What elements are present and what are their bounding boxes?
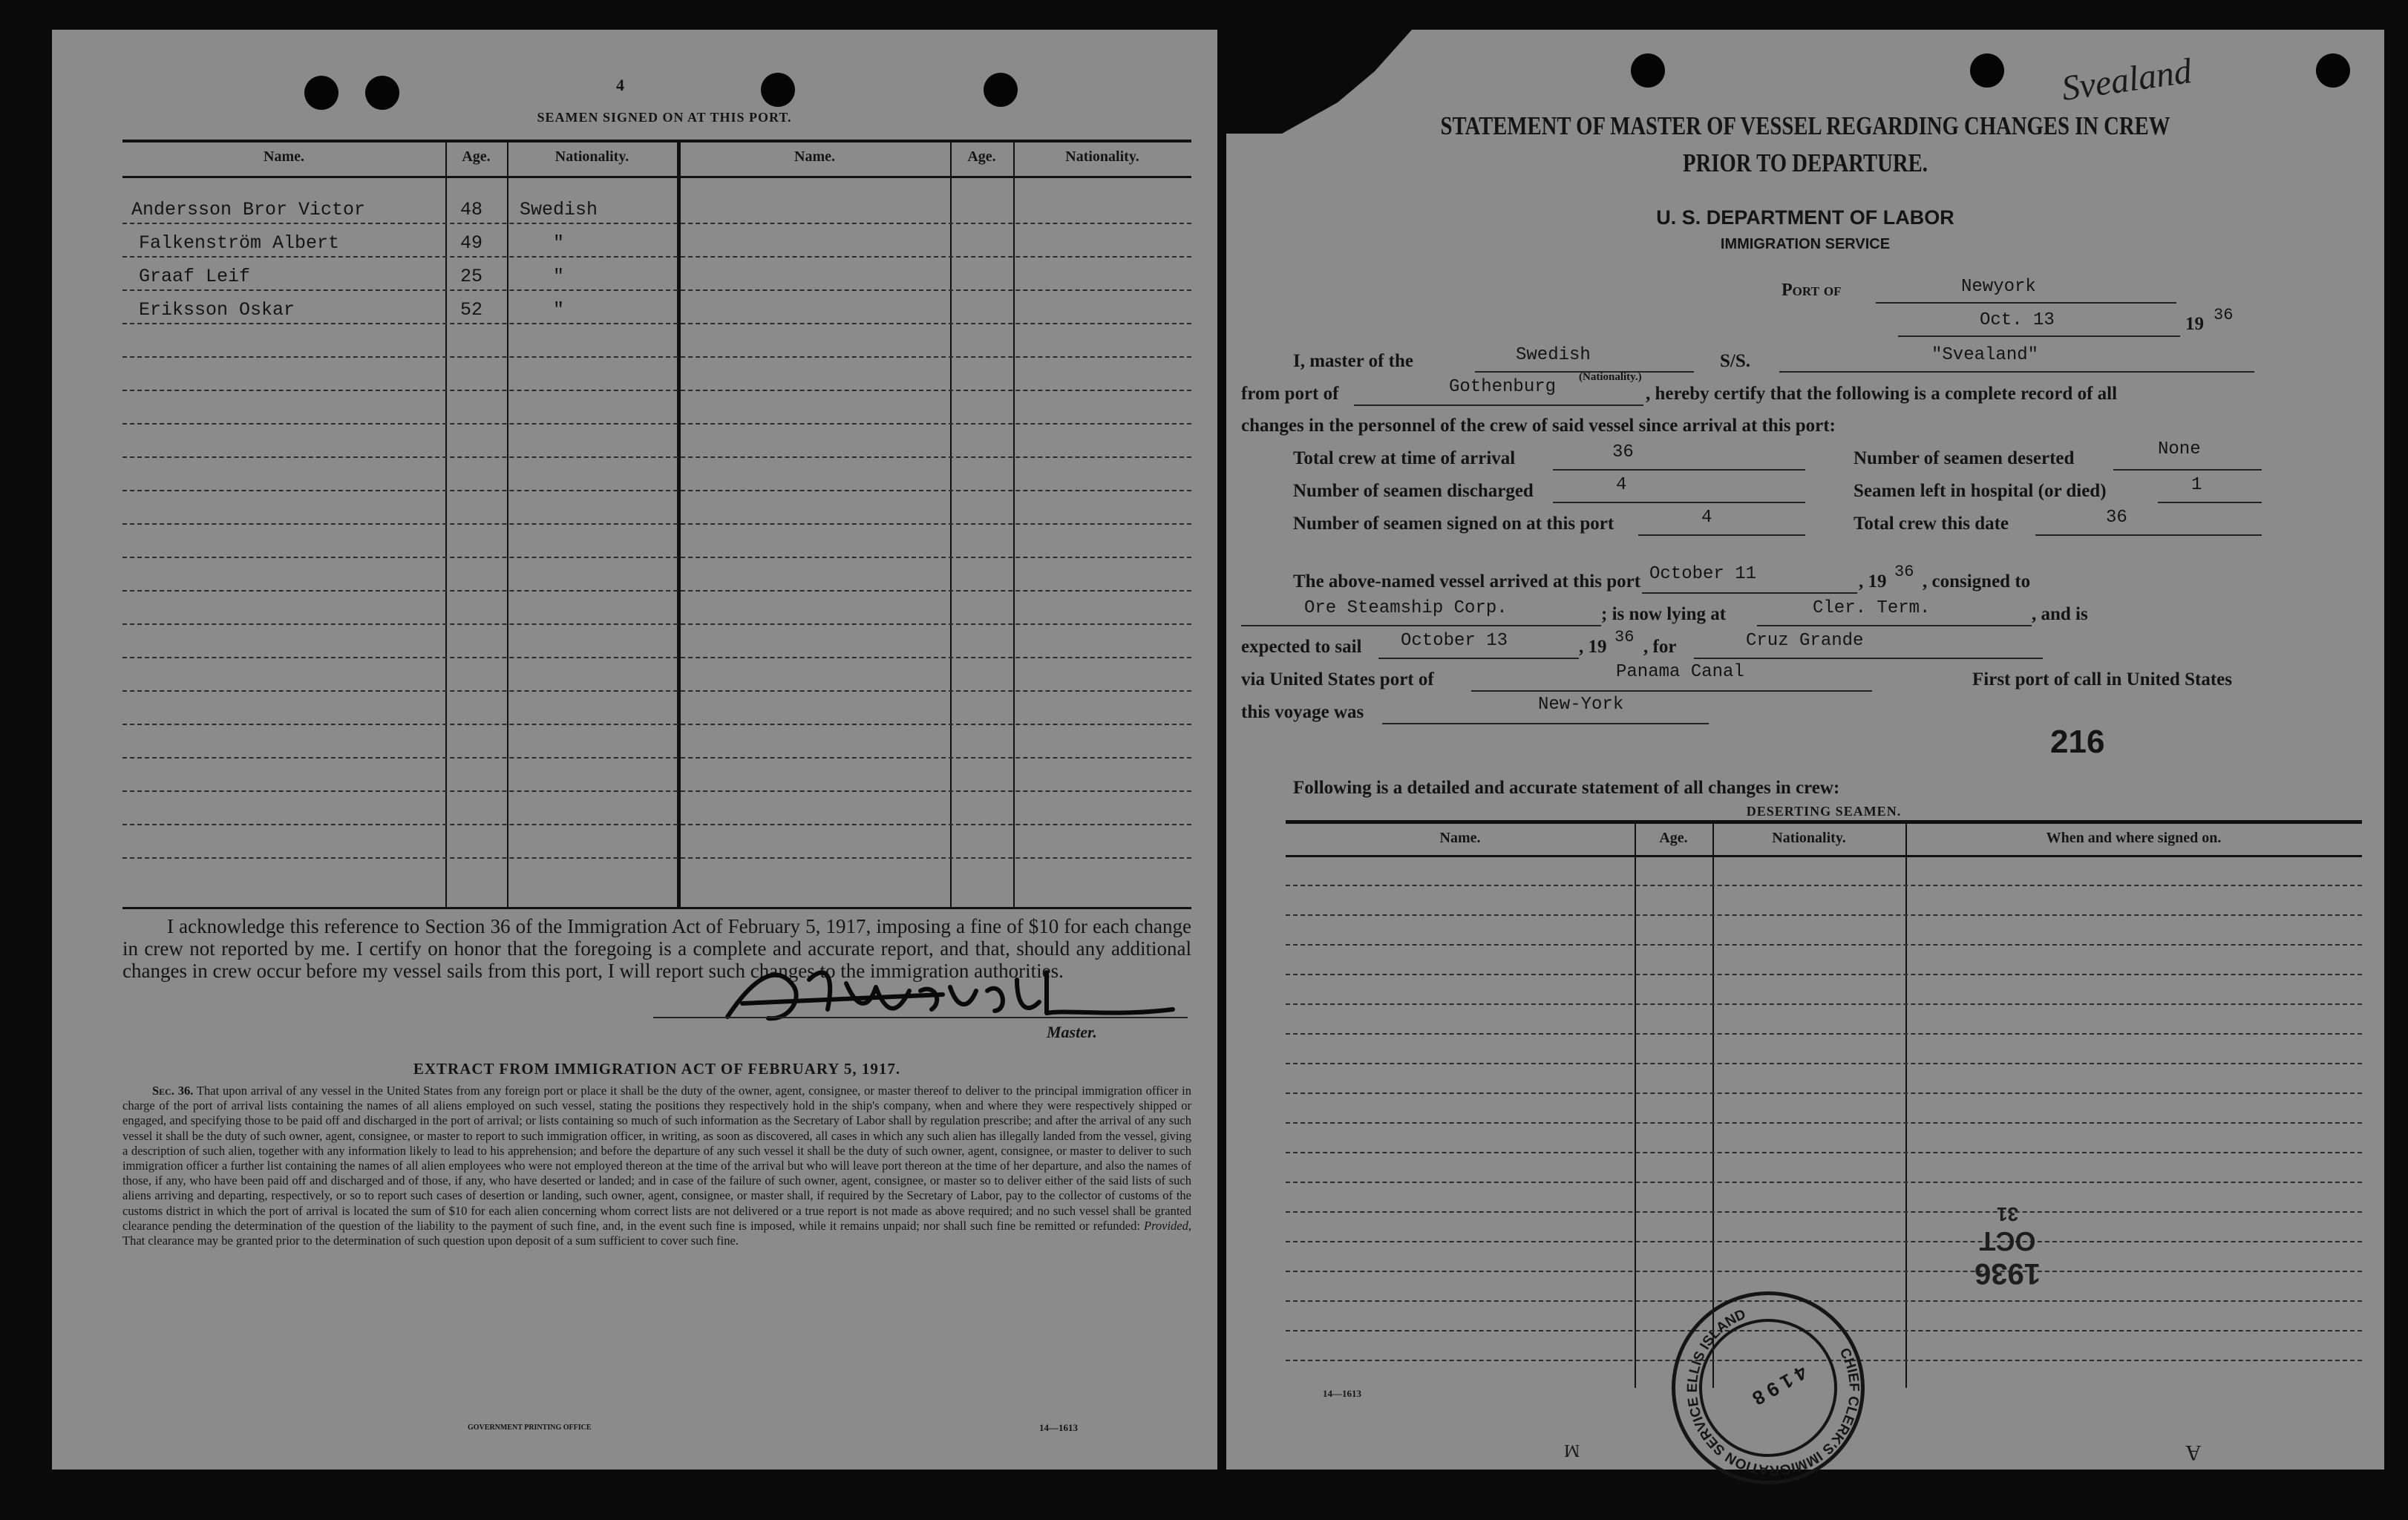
seaman-age: 25 [460,266,483,287]
hospital-value: 1 [2191,475,2202,495]
department-heading: U. S. DEPARTMENT OF LABOR [1656,206,1954,229]
first-port-label: First port of call in United States [1972,669,2232,689]
changes-text: changes in the personnel of the crew of said vessel since arrival at this port: [1241,416,1836,436]
handwritten-vessel-name: Svealand [2059,51,2194,108]
stat-underline [1553,469,1805,471]
extract-title: EXTRACT FROM IMMIGRATION ACT OF FEBRUARY 5, 1917. [413,1060,901,1078]
extract-proviso: That clearance may be granted prior to the determination of such question upon deposit of a sum sufficient to cover such fine. [122,1234,739,1248]
seaman-nationality: " [553,266,565,287]
stat-underline [1638,534,1805,536]
signature-line [653,1017,1188,1018]
and-is-text: , and is [2032,604,2088,624]
column-header-age: Age. [462,148,491,165]
port-label: Port of [1782,281,1842,300]
arrived-date: October 11 [1649,564,1757,584]
total-now-value: 36 [2106,508,2127,528]
column-header-age: Age. [967,148,996,165]
year-prefix: 19 [2185,314,2204,334]
nationality-value: Swedish [1516,345,1591,365]
sail-year-suffix: 36 [1614,628,1635,646]
voyage-label: this voyage was [1241,702,1364,722]
column-header-nationality: Nationality. [554,148,629,165]
year-suffix: 36 [2214,306,2234,324]
vessel-type: S/S. [1720,351,1751,371]
seal-date: 4 1 9 8 [1748,1360,1811,1410]
sail-date-underline [1378,658,1579,659]
seaman-age: 52 [460,299,483,321]
total-crew-arrival-value: 36 [1612,442,1634,462]
extract-body: That upon arrival of any vessel in the United States from any foreign port or place it shall be the duty of the owner, agent, consignee, or master thereof to deliver to the principal immigration officer in charge of the port of arrival lists containing the names of all aliens employed on such vessel, stating the positions they respectively hold in the ship's company, when and where they were respectively shipped or engaged, and specifying those to be paid off and discharged in the port of arrival; or lists containing so much of such information as the Secretary of Labor shall by regulation prescribe; and after the arrival of any such vessel it shall be the duty of such owner, agent, consignee, or master to report to such immigration officer, in writing, as soon as discovered, all cases in which any such alien has illegally landed from the vessel, giving a description of such alien, together with any information likely to lead to his apprehension; and before the departure of any such vessel it shall be the duty of such owner, agent, consignee, or master to deliver to such immigration officer a further list containing the names of all alien employees who were not employed thereon at the time of the arrival but who will leave port thereon at the time of her departure, and also the names of those, if any, who have been paid off and discharged and of those, if any, who have deserted or landed; and in case of the failure of such owner, agent, consignee, or master so to deliver either of the said lists of such aliens arriving and departing, respectively, or so to report such cases of desertion or landing, such owner, agent, consignee, or master shall, if required by the Secretary of Labor, pay to the collector of customs of the customs district in which the port of arrival is located the sum of $10 for each alien concerning whom correct lists are not delivered or a true report is not made as above required; and no such vessel shall be granted clearance pending the determination of the question of the liability to the payment of such fine, and, in the event such fine is imposed, while it remains unpaid; nor shall such fine be remitted or refunded: [122,1084,1191,1233]
discharged-value: 4 [1616,475,1627,495]
discharged-label: Number of seamen discharged [1293,481,1534,501]
vessel-name: "Svealand" [1931,345,2039,365]
printer-line: GOVERNMENT PRINTING OFFICE [468,1424,592,1432]
stat-underline [2035,534,2262,536]
arrived-year-suffix: 36 [1894,563,1914,581]
total-now-label: Total crew this date [1854,514,2009,534]
consignee-value: Ore Steamship Corp. [1304,598,1508,618]
from-port-underline [1354,404,1643,406]
expected-label: expected to sail [1241,637,1362,657]
consigned-label: , consigned to [1923,571,2031,592]
left-page [52,30,1217,1470]
first-port-value: New-York [1538,695,1624,715]
following-text: Following is a detailed and accurate statement of all changes in crew: [1293,778,1840,798]
stat-underline [2113,469,2262,471]
signature-text [616,956,617,957]
total-crew-arrival-label: Total crew at time of arrival [1293,448,1516,468]
extract-paragraph [122,1084,1191,1248]
punch-hole [984,73,1018,107]
acknowledgement-paragraph: I acknowledge this reference to Section 36 of the Immigration Act of February 5, 1917, imposing a fine of $10 for each change in crew not reported by me. I certify on honor that the foregoing is a complete and accurate report, and that, should any additional changes in crew occur before my vessel sails from this port, I will report such changes to the immigration authorities. [122,915,1191,982]
destination-value: Cruz Grande [1746,631,1864,651]
destination-underline [1694,658,2043,659]
deserting-title: DESERTING SEAMEN. [1746,804,1902,819]
seaman-age: 48 [460,199,483,220]
stat-underline [1553,502,1805,503]
via-underline [1471,690,1872,692]
lying-value: Cler. Term. [1813,598,1931,618]
column-header-name: Name. [1439,830,1481,846]
column-header-name: Name. [794,148,835,165]
margin-letter-m: M [1564,1441,1580,1460]
punch-hole [1631,53,1665,88]
punch-hole [304,76,338,110]
seaman-name: Falkenström Albert [139,232,340,254]
seaman-name: Eriksson Oskar [139,299,295,321]
date-value: Oct. 13 [1980,310,2055,330]
seal-text: CHIEF CLERK'S IMMIGRATION SERVICE ELLIS ISLAND [1684,1306,1862,1478]
for-label: , for [1643,637,1677,657]
right-page [1226,30,2384,1478]
from-port-label: from port of [1241,384,1339,404]
date-stamp-year: 1936 [1975,1257,2041,1290]
seamen-signed-on-title: SEAMEN SIGNED ON AT THIS PORT. [537,110,792,125]
date-stamp-day: 31 [1997,1203,2018,1225]
deserted-label: Number of seamen deserted [1854,448,2075,468]
extract-section-lead: Sec. 36. [152,1084,194,1098]
nationality-caption: (Nationality.) [1579,371,1642,383]
sail-year-prefix: , 19 [1579,637,1607,657]
via-label: via United States port of [1241,669,1434,689]
service-heading: IMMIGRATION SERVICE [1720,236,1891,252]
master-signature [698,957,1203,1039]
signed-on-value: 4 [1701,508,1712,528]
punch-hole [2316,53,2350,88]
stamp-number: 216 [2050,724,2105,760]
column-header-age: Age. [1659,830,1688,846]
extract-proviso-word: Provided, [1144,1218,1192,1233]
date-stamp-month: OCT [1979,1226,2036,1257]
date-received-stamp [1975,1202,2041,1290]
hospital-label: Seamen left in hospital (or died) [1854,481,2107,501]
page-number: 4 [616,76,624,94]
margin-letter-a: A [2185,1441,2202,1465]
consignee-underline [1241,625,1601,626]
seaman-nationality: " [553,299,565,321]
certify-text: , hereby certify that the following is a complete record of all [1646,384,2118,404]
arrived-year-prefix: , 19 [1859,571,1887,592]
form-number: 14—1613 [1323,1388,1361,1399]
seaman-age: 49 [460,232,483,254]
seaman-nationality: Swedish [520,199,598,220]
column-header-nationality: Nationality. [1065,148,1139,165]
signed-on-label: Number of seamen signed on at this port [1293,514,1614,534]
punch-hole [365,76,399,110]
arrived-underline [1642,592,1857,594]
punch-hole [761,73,795,107]
voyage-underline [1382,723,1709,724]
form-title-line1: STATEMENT OF MASTER OF VESSEL REGARDING CHANGES IN CREW [1440,111,2170,140]
port-value: Newyork [1961,277,2036,297]
lying-label: ; is now lying at [1601,604,1727,624]
seaman-name: Graaf Leif [139,266,251,287]
via-port: Panama Canal [1616,662,1744,682]
punch-hole [1970,53,2004,88]
column-header-nationality: Nationality. [1772,830,1846,846]
column-header-name: Name. [264,148,304,165]
lying-underline [1757,625,2032,626]
master-caption: Master. [1047,1023,1097,1041]
column-header-signed-on: When and where signed on. [2046,830,2222,846]
from-port-value: Gothenburg [1449,377,1557,397]
form-number: 14—1613 [1039,1422,1078,1433]
arrived-label: The above-named vessel arrived at this port [1293,571,1641,592]
deserted-value: None [2158,439,2201,459]
seamen-signed-on-table [122,140,1191,909]
sail-date: October 13 [1401,631,1508,651]
stat-underline [2158,502,2262,503]
vessel-name-underline [1779,371,2254,373]
date-underline [1898,335,2180,337]
seaman-nationality: " [553,232,565,254]
signature-scribble [698,957,1203,1039]
seaman-name: Andersson Bror Victor [131,199,366,220]
form-title-line2: PRIOR TO DEPARTURE. [1683,148,1928,177]
master-of-label: I, master of the [1293,351,1413,371]
port-underline [1876,302,2176,304]
